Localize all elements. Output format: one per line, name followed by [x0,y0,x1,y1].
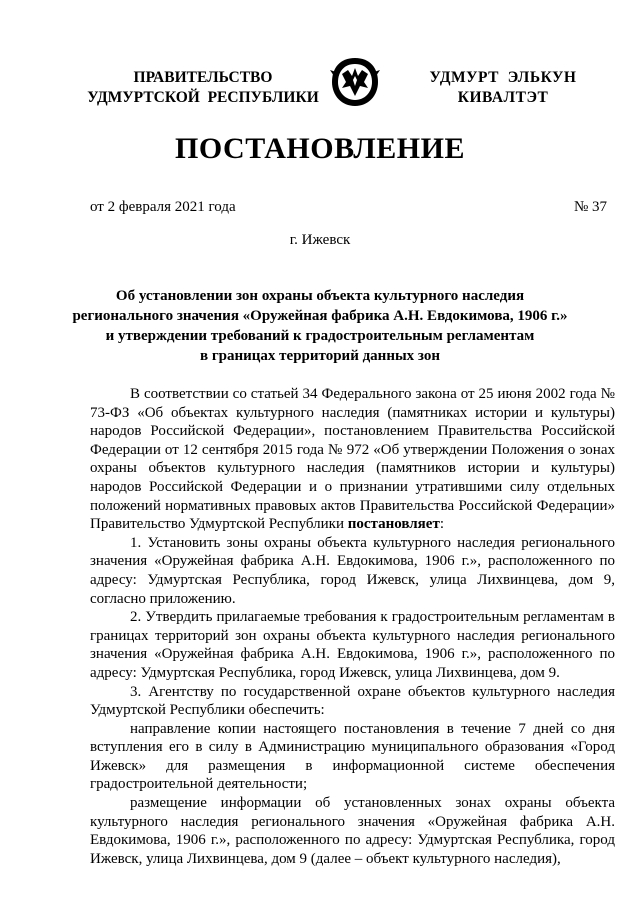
preamble-text: В соответствии со статьей 34 Федерального закона от 25 июня 2002 года № 73-ФЗ «Об объектах культурного наследия (памятниках истории и культуры) народов Российской Федерации», постановлением Правительства Российской Федерации от 12 сентября 2015 года № 972 «Об утверждении Положения о зонах охраны объектов культурного наследия (памятников истории и культуры) народов Российской Федерации и о признании утратившими силу отдельных положений нормативных правовых актов Правительства Российской Федерации» Правительство Удмуртской Республики [90,386,615,533]
heading-line-3: и утверждении требований к градостроительным регламентам [105,328,535,344]
issuer-russian [78,68,328,108]
issuer-udmurt [418,68,588,108]
udmurt-coat-of-arms-icon [330,56,380,108]
issuer-line-1: ПРАВИТЕЛЬСТВО [133,69,273,86]
document-number: № 37 [573,199,607,215]
item-1-paragraph: 1. Установить зоны охраны объекта культурного наследия регионального значения «Оружейная фабрика А.Н. Евдокимова, 1906 г.», расположенного по адресу: Удмуртская Республика, город Ижевск, улица Лихвинцева, дом 9, согласно приложению. [90,534,615,607]
resolves-word: постановляет [347,516,440,533]
document-date: от 2 февраля 2021 года [90,199,236,215]
issuer-udmurt-line-1: УДМУРТ ЭЛЬКУН [429,69,577,86]
document-body [90,385,615,868]
document-city: г. Ижевск [289,232,351,248]
preamble-paragraph [90,385,615,534]
issuer-line-2: УДМУРТСКОЙ РЕСПУБЛИКИ [87,89,319,106]
heading-line-1: Об установлении зон охраны объекта культурного наследия [115,288,525,304]
heading-line-4: в границах территорий данных зон [200,348,440,364]
heading-line-2: регионального значения «Оружейная фабрика А.Н. Евдокимова, 1906 г.» [72,308,568,324]
item-2-paragraph: 2. Утвердить прилагаемые требования к градостроительным регламентам в границах территорий зон охраны объекта культурного наследия регионального значения «Оружейная фабрика А.Н. Евдокимова, 1906 г.», расположенного по адресу: Удмуртская Республика, город Ижевск, улица Лихвинцева, дом 9. [90,609,615,681]
item-3b-paragraph: размещение информации об установленных зонах охраны объекта культурного наследия регионального значения «Оружейная фабрика А.Н. Евдокимова, 1906 г.», расположенного по адресу: Удмуртская Республика, город Ижевск, улица Лихвинцева, дом 9 (далее – объект культурного наследия), [90,795,615,867]
resolves-colon: : [439,516,444,533]
item-3-paragraph: 3. Агентству по государственной охране объектов культурного наследия Удмуртской Республики обеспечить: [90,683,615,719]
item-3a-paragraph: направление копии настоящего постановления в течение 7 дней со дня вступления его в силу в Администрацию муниципального образования «Город Ижевск» для размещения в информационной системе обеспечения градостроительной деятельности; [90,720,615,793]
document-title: ПОСТАНОВЛЕНИЕ [175,132,465,165]
issuer-udmurt-line-2: КИВАЛТЭТ [457,89,549,106]
document-heading [60,286,580,366]
